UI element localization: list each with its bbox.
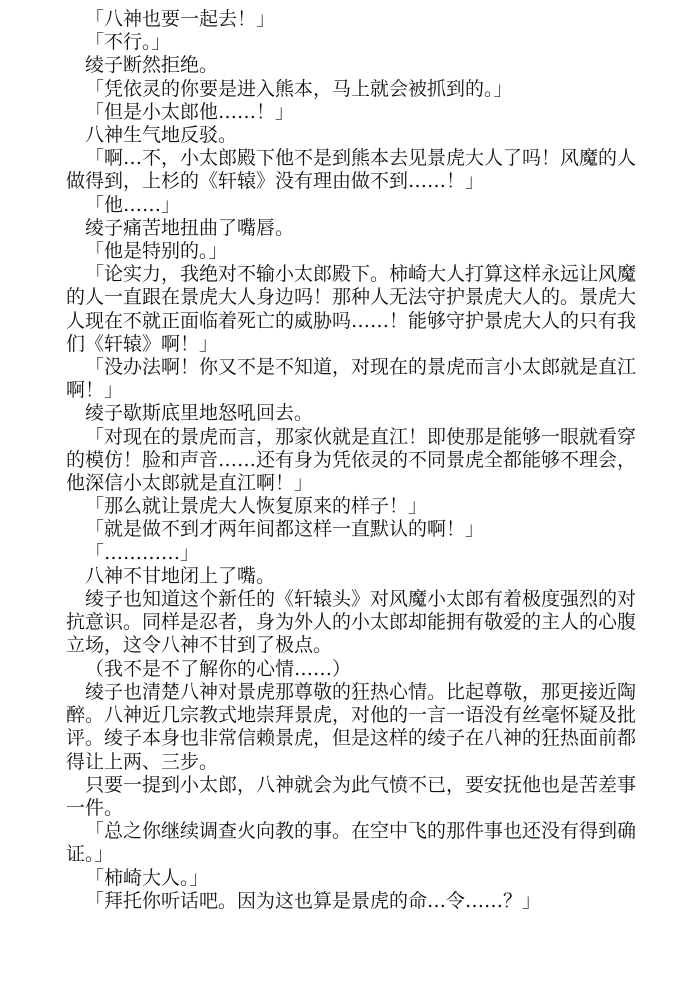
paragraph: 「…………」	[85, 541, 200, 564]
paragraph: 「拜托你听话吧。因为这也算是景虎的命…令……？」	[85, 889, 542, 912]
paragraph: 「啊…不，小太郎殿下他不是到熊本去见景虎大人了吗！风魔的人做得到，上杉的《轩辕》没有理由做不到……！」	[66, 147, 637, 193]
paragraph: 「但是小太郎他……！」	[85, 100, 295, 123]
paragraph: 只要一提到小太郎，八神就会为此气愤不已，要安抚他也是苦差事一件。	[66, 773, 637, 819]
paragraph: 八神生气地反驳。	[85, 124, 238, 147]
paragraph: 绫子断然拒绝。	[85, 54, 219, 77]
paragraph: 「凭依灵的你要是进入熊本，马上就会被抓到的。」	[85, 77, 513, 100]
paragraph: 「他是特别的。」	[85, 240, 228, 263]
paragraph: 「他……」	[85, 193, 181, 216]
paragraph: 「八神也要一起去！」	[85, 8, 276, 30]
paragraph: （我不是不了解你的心情……）	[85, 657, 352, 680]
paragraph: 「柿崎大人。」	[85, 866, 209, 889]
paragraph: 「论实力，我绝对不输小太郎殿下。柿崎大人打算这样永远让风魔的人一直跟在景虎大人身边吗！那种人无法守护景虎大人的。景虎大人现在不就正面临着死亡的威胁吗……！能够守护景虎大人的只有我们《轩辕》啊！」	[66, 263, 637, 355]
paragraph: 「就是做不到才两年间都这样一直默认的啊！」	[85, 518, 485, 541]
paragraph: 绫子痛苦地扭曲了嘴唇。	[85, 216, 295, 239]
paragraph: 「不行。」	[85, 31, 171, 54]
paragraph: 绫子也知道这个新任的《轩辕头》对风魔小太郎有着极度强烈的对抗意识。同样是忍者，身为外人的小太郎却能拥有敬爱的主人的心腹立场，这令八神不甘到了极点。	[66, 588, 637, 657]
paragraph: 「没办法啊！你又不是不知道，对现在的景虎而言小太郎就是直江啊！」	[66, 356, 637, 402]
paragraph: 绫子也清楚八神对景虎那尊敬的狂热心情。比起尊敬，那更接近陶醉。八神近几宗教式地崇拜景虎，对他的一言一语没有丝毫怀疑及批评。绫子本身也非常信赖景虎，但是这样的绫子在八神的狂热面前都得让上两、三步。	[66, 680, 637, 773]
paragraph: 「对现在的景虎而言，那家伙就是直江！即使那是能够一眼就看穿的模仿！脸和声音……还有身为凭依灵的不同景虎全都能够不理会，他深信小太郎就是直江啊！」	[66, 425, 637, 495]
paragraph: 八神不甘地闭上了嘴。	[85, 564, 276, 587]
paragraph: 「总之你继续调查火向教的事。在空中飞的那件事也还没有得到确证。」	[66, 820, 637, 866]
paragraph: 「那么就让景虎大人恢复原来的样子！」	[85, 495, 428, 518]
paragraph: 绫子歇斯底里地怒吼回去。	[85, 402, 314, 425]
novel-page	[66, 8, 636, 913]
